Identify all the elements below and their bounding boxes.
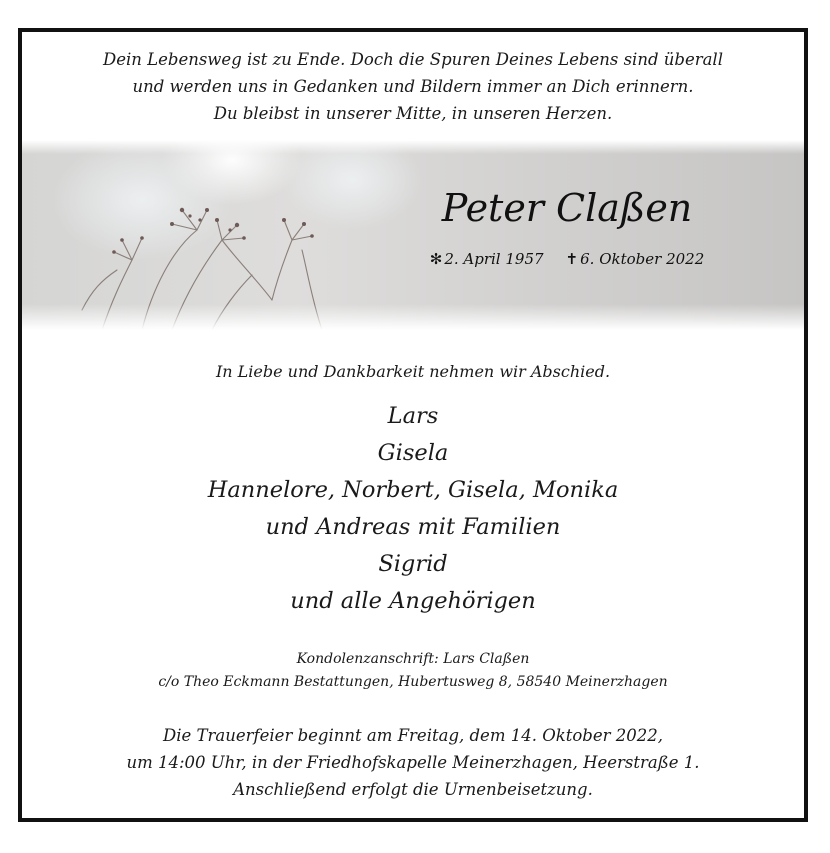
dried-flower-image [22,140,804,330]
intro-line: Dein Lebensweg ist zu Ende. Doch die Spuren Deines Lebens sind überall [103,50,723,69]
mourner-line: und alle Angehörigen [290,588,536,614]
mourner-line: Lars [387,403,439,429]
obituary-frame [18,28,808,822]
service-line: Die Trauerfeier beginnt am Freitag, dem 14. Oktober 2022, [163,726,663,745]
service-info [22,722,804,803]
name-banner [22,140,804,330]
service-line: um 14:00 Uhr, in der Friedhofskapelle Meinerzhagen, Heerstraße 1. [126,753,700,772]
service-line: Anschließend erfolgt die Urnenbeisetzung. [233,780,593,799]
birth-star-icon: ✻ [429,250,443,268]
intro-verse [22,46,804,127]
life-dates [352,250,782,268]
mourner-line: Sigrid [378,551,448,577]
intro-line: und werden uns in Gedanken und Bildern immer an Dich erinnern. [132,77,694,96]
birth-date: 2. April 1957 [444,250,544,268]
deceased-name: Peter Claßen [441,186,693,230]
condolence-line: Kondolenzanschrift: Lars Claßen [296,651,530,667]
farewell-line: In Liebe und Dankbarkeit nehmen wir Abschied. [215,362,611,381]
death-date: 6. Oktober 2022 [580,250,705,268]
intro-line: Du bleibst in unserer Mitte, in unseren Herzen. [213,104,613,123]
condolence-line: c/o Theo Eckmann Bestattungen, Hubertusweg 8, 58540 Meinerzhagen [158,674,668,690]
mourner-line: und Andreas mit Familien [265,514,561,540]
banner-fade-bottom [22,304,804,330]
death-cross-icon: ✝ [565,250,579,268]
condolence-address [22,648,804,694]
banner-fade-top [22,140,804,154]
mourner-line: Hannelore, Norbert, Gisela, Monika [207,477,619,503]
mourner-line: Gisela [377,440,449,466]
mourners-list [22,398,804,620]
